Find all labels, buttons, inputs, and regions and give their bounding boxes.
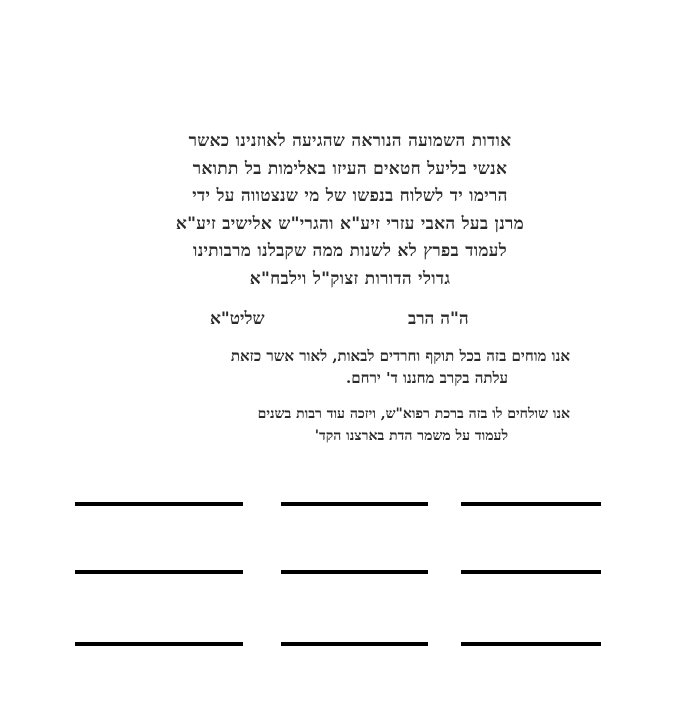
main-paragraph-line: הרימו יד לשלוח בנפשו של מי שנצטווה על ידי: [192, 186, 508, 206]
signature-line[interactable]: [461, 570, 601, 574]
signature-line[interactable]: [281, 570, 428, 574]
signature-line[interactable]: [281, 502, 428, 506]
main-paragraph-line: אודות השמועה הנוראה שהגיעה לאוזנינו כאשר: [188, 131, 512, 151]
signature-line[interactable]: [281, 642, 428, 646]
blessing-paragraph: [120, 403, 570, 447]
main-paragraph-line: אנשי בליעל חטאים העיזו באלימות בל תתואר: [192, 158, 508, 179]
main-paragraph-line: גדולי הדורות זצוק"ל וילבח"א: [249, 268, 451, 289]
protest-line: עלתה בקרב מחננו ד' ירחם.: [346, 369, 508, 387]
signature-line[interactable]: [75, 570, 243, 574]
protest-paragraph: [120, 345, 570, 389]
blessing-line: אנו שולחים לו בזה ברכת רפוא"ש, ויזכה עוד רבות בשנים: [257, 406, 570, 422]
blessing-line: לעמוד על משמר הדת בארצנו הקד': [314, 428, 508, 444]
main-paragraph-line: לעמוד בפרץ לא לשנות ממה שקבלנו מרבותינו: [193, 241, 507, 261]
protest-line: אנו מוחים בזה בכל תוקף וחרדים לבאות, לאור אשר כזאת: [230, 347, 570, 365]
signature-line[interactable]: [75, 642, 243, 646]
main-paragraph: [110, 128, 590, 293]
signature-line[interactable]: [461, 502, 601, 506]
rabbi-suffix: שליט"א: [210, 309, 265, 329]
signature-line[interactable]: [75, 502, 243, 506]
main-paragraph-line: מרנן בעל האבי עזרי זיע"א והגרי"ש אלישיב זיע"א: [175, 213, 525, 234]
signature-line[interactable]: [461, 642, 601, 646]
rabbi-title: ה"ה הרב: [408, 309, 469, 329]
